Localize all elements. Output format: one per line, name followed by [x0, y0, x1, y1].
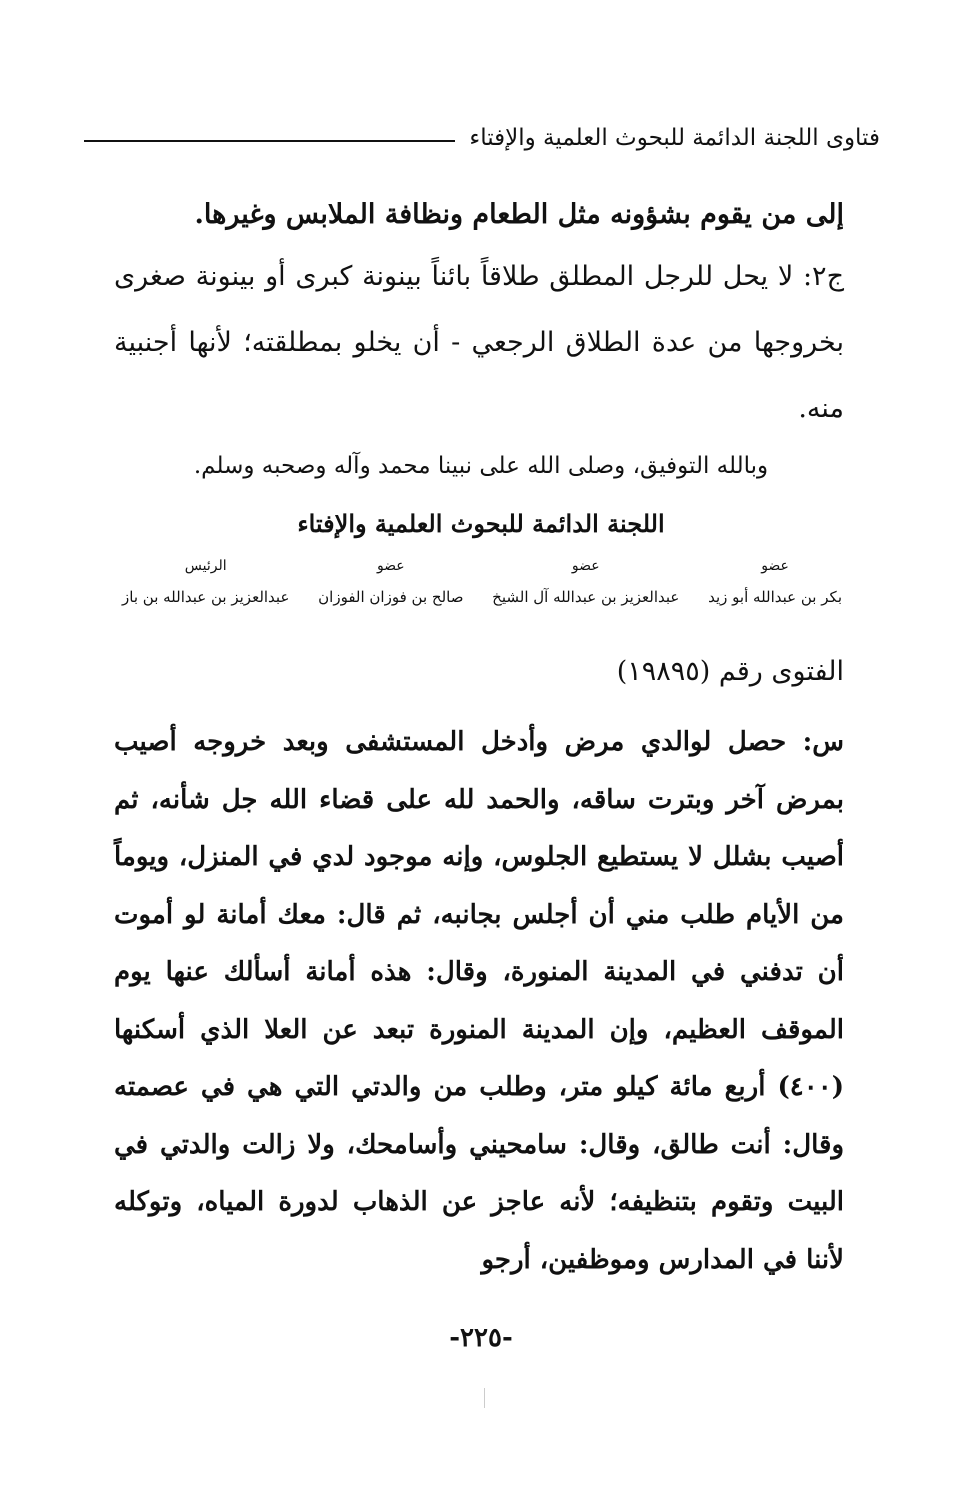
fatwa-number: الفتوى رقم (١٩٨٩٥): [616, 656, 844, 687]
running-header: [84, 118, 880, 158]
answer-continuation: إلى من يقوم بشؤونه مثل الطعام ونظافة الملابس وغيرها.: [194, 199, 844, 230]
committee-title: اللجنة الدائمة للبحوث العلمية والإفتاء: [297, 509, 665, 538]
signature-name: صالح بن فوزان الفوزان: [318, 588, 464, 606]
committee-signatures: [122, 556, 842, 608]
signature-member-1: [708, 556, 842, 608]
signature-name: عبدالعزيز بن عبدالله آل الشيخ: [492, 588, 680, 606]
signature-role: عضو: [761, 558, 789, 574]
signature-name: بكر بن عبدالله أبو زيد: [708, 588, 842, 606]
header-rule: [84, 140, 455, 142]
signature-chairman: [122, 556, 289, 608]
signature-role: عضو: [376, 558, 405, 574]
scan-mark: [484, 1388, 485, 1408]
signature-member-2: [492, 556, 679, 608]
signature-member-3: [318, 556, 463, 608]
signature-role: الرئيس: [184, 558, 227, 574]
question-paragraph: [114, 714, 844, 1289]
closing-formula: وبالله التوفيق، وصلى الله على نبينا محمد وآله وصحبه وسلم.: [193, 453, 769, 479]
running-header-title: فتاوى اللجنة الدائمة للبحوث العلمية والإفتاء: [469, 125, 880, 151]
question-text: س: حصل لوالدي مرض وأدخل المستشفى وبعد خروجه أصيب بمرض آخر وبترت ساقه، والحمد لله على قضاء الله جل شأنه، ثم أصيب بشلل لا يستطيع الجلوس، وإنه موجود لدي في المنزل، ويوماً من الأيام طلب مني أن أجلس بجانبه، ثم قال: معك أمانة لو أموت أن تدفني في المدينة المنورة، وقال: هذه أمانة أسألك عنها يوم الموقف العظيم، وإن المدينة المنورة تبعد عن العلا الذي أسكنها (٤٠٠) أربع مائة كيلو متر، وطلب من والدتي التي هي في عصمته وقال: أنت طالق، وقال: سامحيني وأسامحك، ولا زالت والدتي في البيت وتقوم بتنظيفه؛ لأنه عاجز عن الذهاب لدورة المياه، وتوكله لأننا في المدارس وموظفين، أرجو: [114, 727, 844, 1275]
answer-2-paragraph: ج٢: لا يحل للرجل المطلق طلاقاً بائناً بينونة كبرى أو بينونة صغرى بخروجها من عدة الطلاق الرجعي - أن يخلو بمطلقته؛ لأنها أجنبية منه.: [114, 261, 844, 424]
page-number: -٢٢٥-: [449, 1323, 513, 1353]
signature-name: عبدالعزيز بن عبدالله بن باز: [122, 588, 290, 606]
signature-role: عضو: [571, 558, 600, 574]
